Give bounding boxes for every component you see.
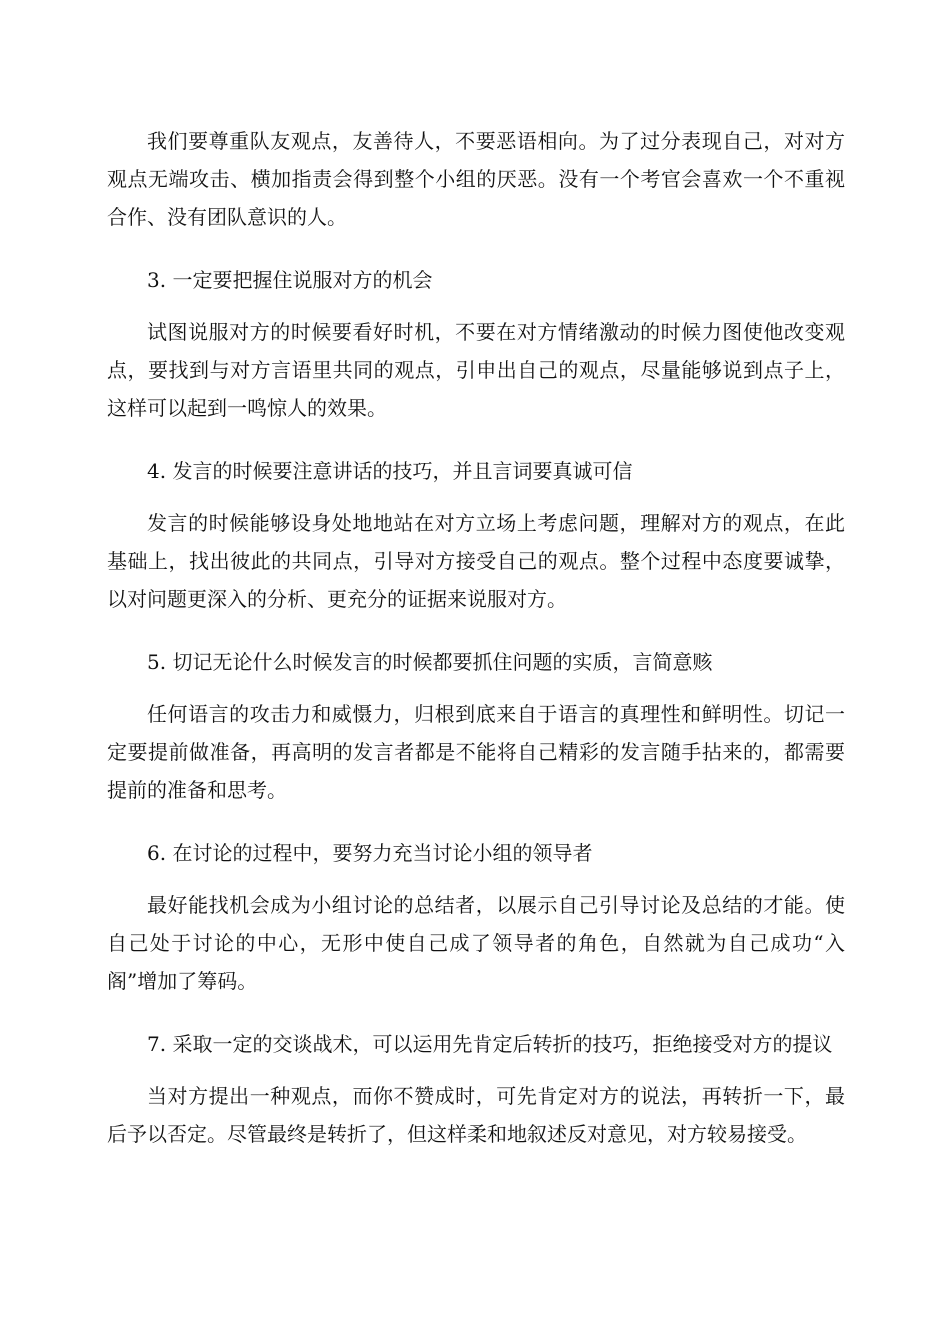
spacer — [107, 1000, 845, 1025]
spacer — [107, 1063, 845, 1077]
section-body-7: 当对方提出一种观点，而你不赞成时，可先肯定对方的说法，再转折一下，最后予以否定。尽管最终是转折了，但这样柔和地叙述反对意见，对方较易接受。 — [107, 1084, 845, 1146]
spacer — [107, 427, 845, 452]
spacer — [107, 299, 845, 313]
spacer — [107, 872, 845, 886]
spacer — [107, 236, 845, 261]
section-body-6: 最好能找机会成为小组讨论的总结者，以展示自己引导讨论及总结的才能。使自己处于讨论的中心，无形中使自己成了领导者的角色，自然就为自己成功“入阁”增加了筹码。 — [107, 893, 845, 993]
section-body-3: 试图说服对方的时候要看好时机，不要在对方情绪激动的时候力图使他改变观点，要找到与对方言语里共同的观点，引申出自己的观点，尽量能够说到点子上，这样可以起到一鸣惊人的效果。 — [107, 320, 845, 420]
section-body-4: 发言的时候能够设身处地地站在对方立场上考虑问题，理解对方的观点，在此基础上，找出彼此的共同点，引导对方接受自己的观点。整个过程中态度要诚挚，以对问题更深入的分析、更充分的证据来说服对方。 — [107, 511, 845, 611]
section-body-5: 任何语言的攻击力和威慑力，归根到底来自于语言的真理性和鲜明性。切记一定要提前做准备，再高明的发言者都是不能将自己精彩的发言随手拈来的，都需要提前的准备和思考。 — [107, 702, 845, 802]
spacer — [107, 618, 845, 643]
spacer — [107, 809, 845, 834]
spacer — [107, 681, 845, 695]
section-heading-5: 5. 切记无论什么时候发言的时候都要抓住问题的实质，言简意赅 — [147, 650, 713, 674]
spacer — [107, 490, 845, 504]
document-body — [107, 122, 845, 1153]
section-heading-6: 6. 在讨论的过程中，要努力充当讨论小组的领导者 — [147, 841, 593, 865]
section-heading-4: 4. 发言的时候要注意讲话的技巧，并且言词要真诚可信 — [147, 459, 633, 483]
section-heading-7: 7. 采取一定的交谈战术，可以运用先肯定后转折的技巧，拒绝接受对方的提议 — [147, 1032, 833, 1056]
intro-paragraph: 我们要尊重队友观点，友善待人，不要恶语相向。为了过分表现自己，对对方观点无端攻击、横加指责会得到整个小组的厌恶。没有一个考官会喜欢一个不重视合作、没有团队意识的人。 — [107, 129, 845, 229]
section-heading-3: 3. 一定要把握住说服对方的机会 — [147, 268, 433, 292]
